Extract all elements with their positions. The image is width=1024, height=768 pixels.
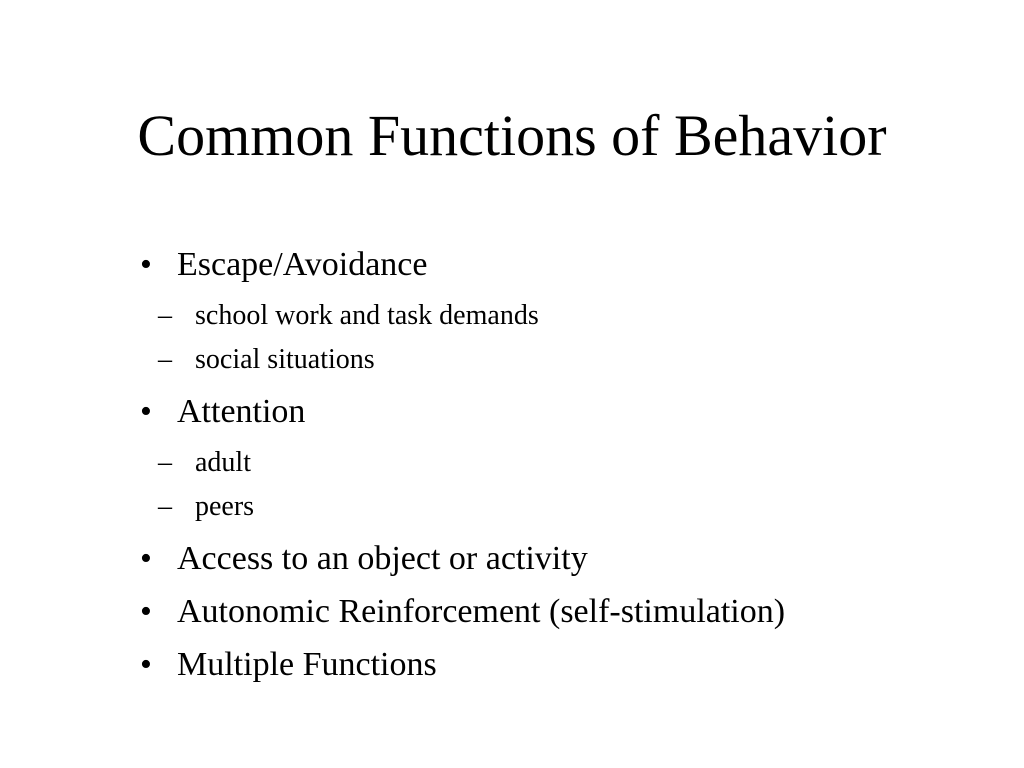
bullet-marker: • [140,593,152,630]
dash-marker: – [158,447,172,478]
bullet-text: Access to an object or activity [177,540,588,577]
bullet-item-attention [140,388,785,436]
bullet-marker: • [140,393,152,430]
bullet-marker: • [140,646,152,683]
bullet-list [140,241,785,694]
sub-item-text: adult [195,447,251,478]
sub-list-escape-avoidance [140,294,785,382]
sub-item [150,485,785,529]
bullet-item-autonomic [140,588,785,636]
bullet-item-access [140,535,785,583]
sub-item [150,338,785,382]
sub-item-text: peers [195,491,255,522]
bullet-item-escape-avoidance [140,241,785,289]
dash-marker: – [158,344,172,375]
sub-list-attention [140,441,785,529]
dash-marker: – [158,300,172,331]
bullet-item-multiple [140,641,785,689]
bullet-marker: • [140,246,152,283]
bullet-text: Attention [177,393,306,430]
sub-item [150,294,785,338]
bullet-marker: • [140,540,152,577]
sub-item-text: social situations [195,344,375,375]
dash-marker: – [158,491,172,522]
bullet-text: Multiple Functions [177,646,437,683]
sub-item-text: school work and task demands [195,300,539,331]
bullet-text: Autonomic Reinforcement (self-stimulation) [177,593,786,630]
slide-title: Common Functions of Behavior [137,103,887,168]
sub-item [150,441,785,485]
bullet-text: Escape/Avoidance [177,246,428,283]
